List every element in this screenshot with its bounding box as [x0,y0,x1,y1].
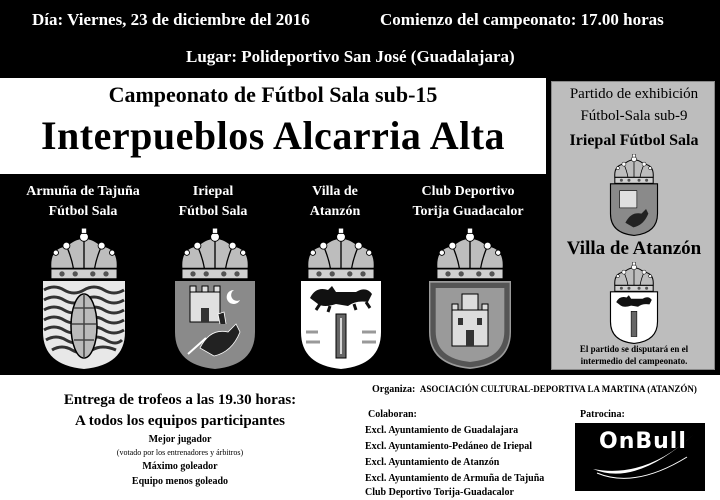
castle-knight-crest-icon [170,228,260,371]
event-location: Lugar: Polideportivo San José (Guadalajara) [186,47,515,66]
castle-knight-crest-small-icon [606,154,662,236]
event-date: Día: Viernes, 23 de diciembre del 2016 [32,10,310,29]
castle-crest-icon [424,228,516,371]
wavy-stripes-crest-icon [38,228,130,371]
collaborator-item: Excl. Ayuntamiento-Pedáneo de Iriepal [365,441,533,452]
organizer-line [372,384,697,395]
sponsor-label: Patrocina: [580,409,625,420]
lion-crest-small-icon [606,262,662,344]
exhibition-team-iriepal: Iriepal Fútbol Sala [569,132,699,149]
organizer-value: ASOCIACIÓN CULTURAL-DEPORTIVA LA MARTINA (ATANZÓN) [419,384,697,394]
championship-panel [0,78,546,375]
award-best-player-note: (votado por los entrenadores y árbitros) [116,448,244,457]
award-top-scorer: Máximo goleador [142,461,218,472]
title-box [0,78,546,174]
exhibition-panel [546,78,720,375]
exhibition-title: Partido de exhibición [569,86,699,102]
exhibition-note-line2: intermedio del campeonato. [580,356,688,366]
awards-subheading: A todos los equipos participantes [74,413,286,429]
awards-heading: Entrega de trofeos a las 19.30 horas: [63,392,297,408]
exhibition-box [551,81,715,370]
exhibition-category: Fútbol-Sala sub-9 [580,108,688,124]
collaborators-label: Colaboran: [368,409,417,420]
collaborator-item: Excl. Ayuntamiento de Armuña de Tajuña [365,473,545,484]
onbull-logo-icon [575,423,705,491]
championship-name: Interpueblos Alcarria Alta [40,113,506,158]
team-atanzon-name: Villa de Atanzón [309,184,361,219]
organizer-label: Organiza: [372,384,416,395]
collaborator-item: Club Deportivo Torija-Guadacalor [365,487,514,498]
sponsor-logo-text: OnBull [599,429,687,454]
exhibition-team-atanzon: Villa de Atanzón [566,238,702,259]
lion-crest-icon [296,228,386,371]
award-best-player: Mejor jugador [148,434,212,445]
award-least-conceded: Equipo menos goleado [131,476,229,487]
team-iriepal-name: Iriepal Fútbol Sala [178,184,248,219]
team-torija-name: Club Deportivo Torija Guadacalor [412,184,524,219]
event-info-band [0,0,720,78]
exhibition-note-line1: El partido se disputará en el [579,344,689,354]
collaborator-item: Excl. Ayuntamiento de Guadalajara [365,425,519,436]
team-armuna-name: Armuña de Tajuña Fútbol Sala [26,184,140,219]
event-start-time: Comienzo del campeonato: 17.00 horas [380,10,664,29]
collaborator-item: Excl. Ayuntamiento de Atanzón [365,457,500,468]
championship-title: Campeonato de Fútbol Sala sub-15 [108,82,438,107]
